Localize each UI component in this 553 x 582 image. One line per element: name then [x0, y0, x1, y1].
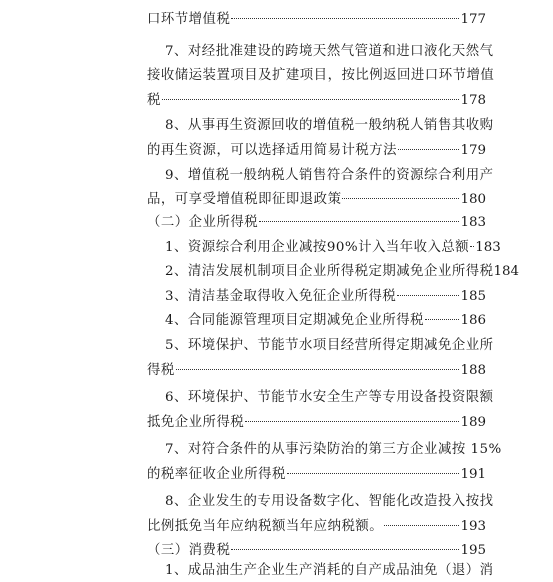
toc-entry-text: 8、企业发生的专用设备数字化、智能化改造投入按找	[165, 494, 494, 509]
toc-entry-text: 8、从事再生资源回收的增值税一般纳税人销售其收购	[165, 118, 494, 133]
toc-page-number: 184	[493, 264, 520, 279]
toc-page-number: 185	[460, 289, 486, 304]
toc-entry-text: 得税	[147, 363, 175, 378]
toc-entry	[147, 90, 486, 112]
toc-entry	[147, 286, 486, 308]
toc-entry-text: 5、环境保护、节能节水项目经营所得定期减免企业所	[165, 338, 494, 353]
dot-leader	[425, 319, 459, 320]
dot-leader	[162, 99, 460, 100]
toc-entry-text: 口环节增值税	[147, 12, 231, 27]
dot-leader	[342, 198, 459, 199]
toc-entry	[147, 165, 494, 187]
toc-entry	[147, 140, 486, 162]
toc-entry	[147, 540, 486, 562]
toc-page-number: 188	[460, 363, 486, 378]
toc-page-number: 180	[460, 192, 486, 207]
toc-entry-text: 抵免企业所得税	[147, 415, 245, 430]
toc-entry	[147, 115, 494, 137]
dot-leader	[384, 525, 459, 526]
toc-entry	[147, 9, 486, 31]
toc-entry-text: 1、成品油生产企业生产消耗的自产成品油免（退）消	[165, 563, 494, 578]
toc-entry	[147, 65, 495, 87]
toc-page-number: 178	[460, 93, 486, 108]
toc-page-number: 186	[460, 313, 486, 328]
toc-entry	[147, 189, 486, 211]
toc-entry-text: 4、合同能源管理项目定期减免企业所得税	[165, 313, 425, 328]
toc-entry	[147, 212, 486, 234]
toc-entry	[147, 560, 494, 582]
dot-leader	[398, 149, 459, 150]
toc-entry-text: 7、对符合条件的从事污染防治的第三方企业减按 15%	[165, 442, 502, 457]
toc-page-number: 189	[460, 415, 486, 430]
toc-entry-text: 9、增值税一般纳税人销售符合条件的资源综合利用产	[165, 168, 494, 183]
toc-entry-text: 7、对经批准建设的跨境天然气管道和进口液化天然气	[165, 44, 494, 59]
toc-entry-text: 的税率征收企业所得税	[147, 467, 286, 482]
toc-entry-text: 接收储运装置项目及扩建项目，按比例返回进口环节增值	[147, 68, 495, 83]
toc-entry	[147, 237, 501, 259]
dot-leader	[231, 18, 459, 19]
toc-entry-text: 1、资源综合利用企业减按90%计入当年收入总额	[165, 240, 470, 255]
dot-leader	[245, 421, 459, 422]
toc-entry	[147, 516, 486, 538]
toc-entry-text: 2、清洁发展机制项目企业所得税定期减免企业所得税	[165, 264, 494, 279]
dot-leader	[231, 549, 459, 550]
toc-entry-text: 3、清洁基金取得收入免征企业所得税	[165, 289, 397, 304]
toc-entry-text: 的再生资源，可以选择适用简易计税方法	[147, 143, 398, 158]
dot-leader	[287, 473, 460, 474]
toc-page-number: 179	[460, 143, 486, 158]
toc-page-number: 183	[475, 240, 501, 255]
toc-page-number: 191	[460, 467, 486, 482]
toc-entry-text: （三）消费税	[147, 543, 231, 558]
toc-entry-text: 6、环境保护、节能节水安全生产等专用设备投资限额	[165, 390, 494, 405]
toc-entry	[147, 439, 502, 461]
toc-entry	[147, 335, 494, 357]
dot-leader	[176, 369, 460, 370]
toc-entry	[147, 412, 486, 434]
toc-page-number: 193	[460, 519, 486, 534]
toc-entry	[147, 464, 486, 486]
toc-entry-text: 税	[147, 93, 161, 108]
toc-entry	[147, 360, 486, 382]
toc-entry-text: （二）企业所得税	[147, 215, 259, 230]
dot-leader	[397, 295, 459, 296]
toc-entry	[147, 261, 520, 283]
toc-page-number: 177	[460, 12, 486, 27]
dot-leader	[259, 221, 459, 222]
toc-entry	[147, 41, 494, 63]
toc-entry-text: 比例抵免当年应纳税额当年应纳税额。	[147, 519, 384, 534]
dot-leader	[470, 246, 474, 247]
toc-page-number: 183	[460, 215, 486, 230]
toc-entry	[147, 387, 494, 409]
toc-entry	[147, 310, 486, 332]
toc-entry-text: 品，可享受增值税即征即退政策	[147, 192, 342, 207]
toc-page-number: 195	[460, 543, 486, 558]
toc-entry	[147, 491, 494, 513]
